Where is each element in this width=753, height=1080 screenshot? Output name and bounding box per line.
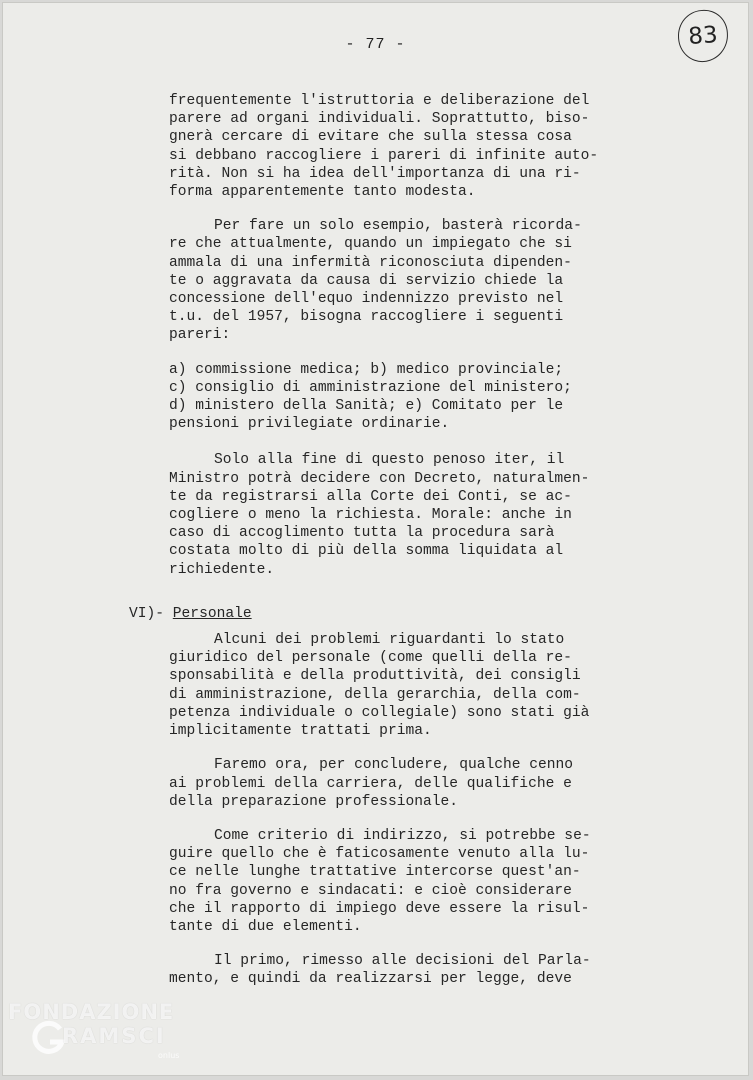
- opinions-list: [169, 361, 621, 434]
- section-title: Personale: [172, 605, 252, 622]
- gramsci-g-icon: [30, 1020, 66, 1056]
- section-number: VI)-: [129, 605, 173, 622]
- paragraph-6: Come criterio di indirizzo, si potrebbe se- guire quello che è faticosamente venuto alla lu- ce nelle lunghe trattative intercorse quest'an- no fra governo e sindacati: e cioè considerare che il rapporto di impiego deve essere la risul- tante di due elementi.: [169, 827, 591, 935]
- paragraph-7: Il primo, rimesso alle decisioni del Parla- mento, e quindi da realizzarsi per legge, deve: [169, 953, 591, 988]
- paragraph-4: Alcuni dei problemi riguardanti lo stato giuridico del personale (come quelli della re- sponsabilità e della produttività, dei consigli di amministrazione, della gerarchia, della com- petenza individuale o collegiale) sono stati già implicitamente trattati prima.: [169, 632, 590, 740]
- watermark-line1: FONDAZIONE: [8, 1000, 175, 1024]
- body-text: [129, 92, 621, 1005]
- paragraph-1: frequentemente l'istruttoria e deliberazione del parere ad organi individuali. Soprattutto, biso- gnerà cercare di evitare che sulla stessa cosa si debbano raccogliere i pareri di infinite auto- rità. Non si ha idea dell'importanza di una ri- forma apparentemente tanto modesta.: [169, 93, 599, 201]
- list-item: d) ministero della Sanità; e) Comitato per le: [169, 398, 564, 415]
- page-number: - 77 -: [345, 36, 406, 53]
- fondazione-gramsci-watermark: [8, 1000, 198, 1070]
- paragraph-2: Per fare un solo esempio, basterà ricorda- re che attualmente, quando un impiegato che si ammala di una infermità riconosciuta dipenden- te o aggravata da causa di servizio chiede la concessione dell'equo indennizzo previsto nel t.u. del 1957, bisogna raccogliere i seguenti pareri:: [169, 218, 582, 344]
- watermark-small: onlus: [158, 1051, 180, 1060]
- folio-number: 83: [676, 8, 730, 63]
- paragraph-5: Faremo ora, per concludere, qualche cenno ai problemi della carriera, delle qualifiche e della preparazione professionale.: [169, 757, 574, 810]
- list-item: c) consiglio di amministrazione del ministero;: [169, 379, 572, 396]
- list-item: a) commissione medica; b) medico provinciale;: [169, 361, 564, 378]
- watermark-line2: RAMSCI: [62, 1024, 166, 1048]
- paragraph-3: Solo alla fine di questo penoso iter, il Ministro potrà decidere con Decreto, naturalmen- te da registrarsi alla Corte dei Conti, se ac- cogliere o meno la richiesta. Morale: anche in caso di accoglimento tutta la procedura sarà costata molto di più della somma liquidata al richiedente.: [169, 452, 590, 578]
- document-page: [2, 2, 749, 1076]
- section-heading: [129, 605, 581, 623]
- list-item: pensioni privilegiate ordinarie.: [169, 416, 450, 433]
